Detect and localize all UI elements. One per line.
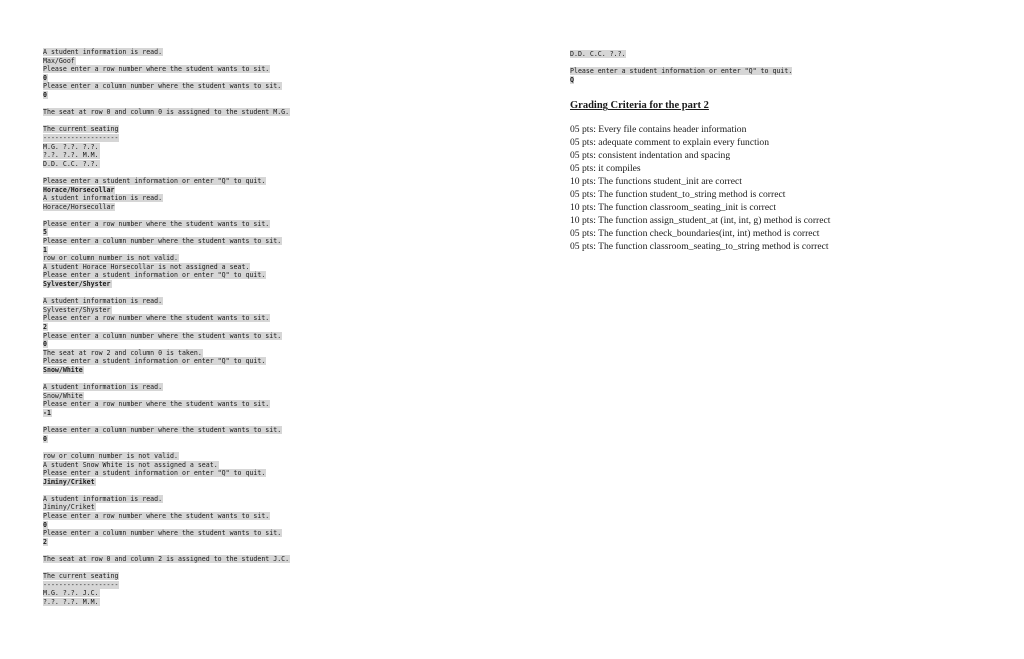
output-line: The seat at row 0 and column 0 is assigned to the student M.G. xyxy=(43,108,290,117)
grading-criterion: 05 pts: it compiles xyxy=(570,163,641,175)
output-line: Please enter a column number where the student wants to sit. xyxy=(43,529,282,538)
grading-criterion: 05 pts: adequate comment to explain every function xyxy=(570,137,770,149)
user-input-line: 1 xyxy=(43,245,47,254)
blank-line xyxy=(43,117,373,126)
user-input-line: 2 xyxy=(43,323,47,331)
grading-criterion: 10 pts: The function assign_student_at (int, int, g) method is correct xyxy=(570,214,831,226)
blank-line xyxy=(43,443,373,452)
output-line: A student information is read. xyxy=(43,383,163,392)
output-line: Please enter a column number where the student wants to sit. xyxy=(43,331,282,340)
output-line: D.D. C.C. ?.?. xyxy=(570,50,626,58)
output-line: Please enter a column number where the student wants to sit. xyxy=(43,426,282,435)
output-line: A student Horace Horsecollar is not assigned a seat. xyxy=(43,262,250,271)
blank-line xyxy=(43,289,373,298)
blank-line xyxy=(43,375,373,384)
grading-criteria-title: Grading Criteria for the part 2 xyxy=(570,100,709,112)
user-input-line: 0 xyxy=(43,90,47,99)
output-line: Please enter a column number where the student wants to sit. xyxy=(43,237,282,246)
user-input-line: Snow/White xyxy=(43,365,83,374)
output-line: ------------------- xyxy=(43,133,119,142)
user-input-line: Jiminy/Criket xyxy=(43,477,95,486)
blank-line xyxy=(43,564,373,573)
output-line: A student Snow White is not assigned a seat. xyxy=(43,460,218,469)
output-line: ------------------- xyxy=(43,580,119,589)
blank-line xyxy=(43,211,373,220)
grading-criterion: 05 pts: The function check_boundaries(int, int) method is correct xyxy=(570,227,820,239)
right-column xyxy=(570,50,990,253)
output-line: The seat at row 2 and column 0 is taken. xyxy=(43,348,202,357)
blank-line xyxy=(43,486,373,495)
output-line: M.G. ?.?. ?.?. xyxy=(43,142,99,151)
user-input-line: -1 xyxy=(43,408,51,417)
grading-criterion: 05 pts: The function student_to_string method is correct xyxy=(570,188,786,200)
output-line: Max/Goof xyxy=(43,56,75,65)
output-line: D.D. C.C. ?.?. xyxy=(43,159,99,168)
blank-line xyxy=(570,59,990,68)
grading-criterion: 10 pts: The function classroom_seating_init is correct xyxy=(570,201,777,213)
output-line: A student information is read. xyxy=(43,194,163,203)
output-line: Please enter a student information or enter "Q" to quit. xyxy=(43,176,266,185)
output-line: Horace/Horsecollar xyxy=(43,202,115,211)
output-line: Please enter a row number where the student wants to sit. xyxy=(43,219,270,228)
output-line: Please enter a student information or enter "Q" to quit. xyxy=(570,67,793,76)
blank-line xyxy=(43,418,373,427)
output-line: A student information is read. xyxy=(43,494,163,503)
output-line: Please enter a student information or enter "Q" to quit. xyxy=(43,357,266,366)
grading-criterion: 05 pts: Every file contains header information xyxy=(570,124,747,136)
user-input-line: Q xyxy=(570,75,574,84)
grading-criterion: 05 pts: consistent indentation and spacing xyxy=(570,150,731,162)
user-input-line: 0 xyxy=(43,340,47,349)
user-input-line: 5 xyxy=(43,228,47,237)
user-input-line: 2 xyxy=(43,537,47,546)
output-line: row or column number is not valid. xyxy=(43,451,178,460)
output-line: Please enter a row number where the student wants to sit. xyxy=(43,400,270,409)
output-line: Snow/White xyxy=(43,391,83,400)
blank-line xyxy=(43,168,373,177)
output-line: Please enter a row number where the student wants to sit. xyxy=(43,314,270,323)
output-line: Please enter a column number where the student wants to sit. xyxy=(43,82,282,91)
output-line: Please enter a row number where the student wants to sit. xyxy=(43,65,270,74)
output-line: A student information is read. xyxy=(43,297,163,306)
output-line: ?.?. ?.?. M.M. xyxy=(43,598,99,606)
output-line: A student information is read. xyxy=(43,48,163,56)
user-input-line: 0 xyxy=(43,520,47,529)
output-line: Please enter a row number where the student wants to sit. xyxy=(43,512,270,521)
output-line: M.G. ?.?. J.C. xyxy=(43,589,99,598)
output-line: The current seating xyxy=(43,572,119,581)
program-output-continuation xyxy=(570,50,990,84)
output-line: ?.?. ?.?. M.M. xyxy=(43,151,99,160)
output-line: Please enter a student information or enter "Q" to quit. xyxy=(43,271,266,280)
user-input-line: Horace/Horsecollar xyxy=(43,185,115,194)
user-input-line: Sylvester/Shyster xyxy=(43,280,111,289)
output-line: Jiminy/Criket xyxy=(43,503,95,512)
output-line: Sylvester/Shyster xyxy=(43,305,111,314)
output-line: The current seating xyxy=(43,125,119,134)
grading-criteria-list xyxy=(570,124,990,253)
grading-criterion: 05 pts: The function classroom_seating_to_string method is correct xyxy=(570,240,829,252)
output-line: The seat at row 0 and column 2 is assigned to the student J.C. xyxy=(43,555,290,564)
user-input-line: 0 xyxy=(43,73,47,82)
user-input-line: 0 xyxy=(43,434,47,443)
blank-line xyxy=(43,546,373,555)
grading-criterion: 10 pts: The functions student_init are correct xyxy=(570,176,742,187)
output-line: row or column number is not valid. xyxy=(43,254,178,263)
program-output-transcript xyxy=(43,48,373,607)
blank-line xyxy=(43,100,373,109)
output-line: Please enter a student information or enter "Q" to quit. xyxy=(43,469,266,478)
